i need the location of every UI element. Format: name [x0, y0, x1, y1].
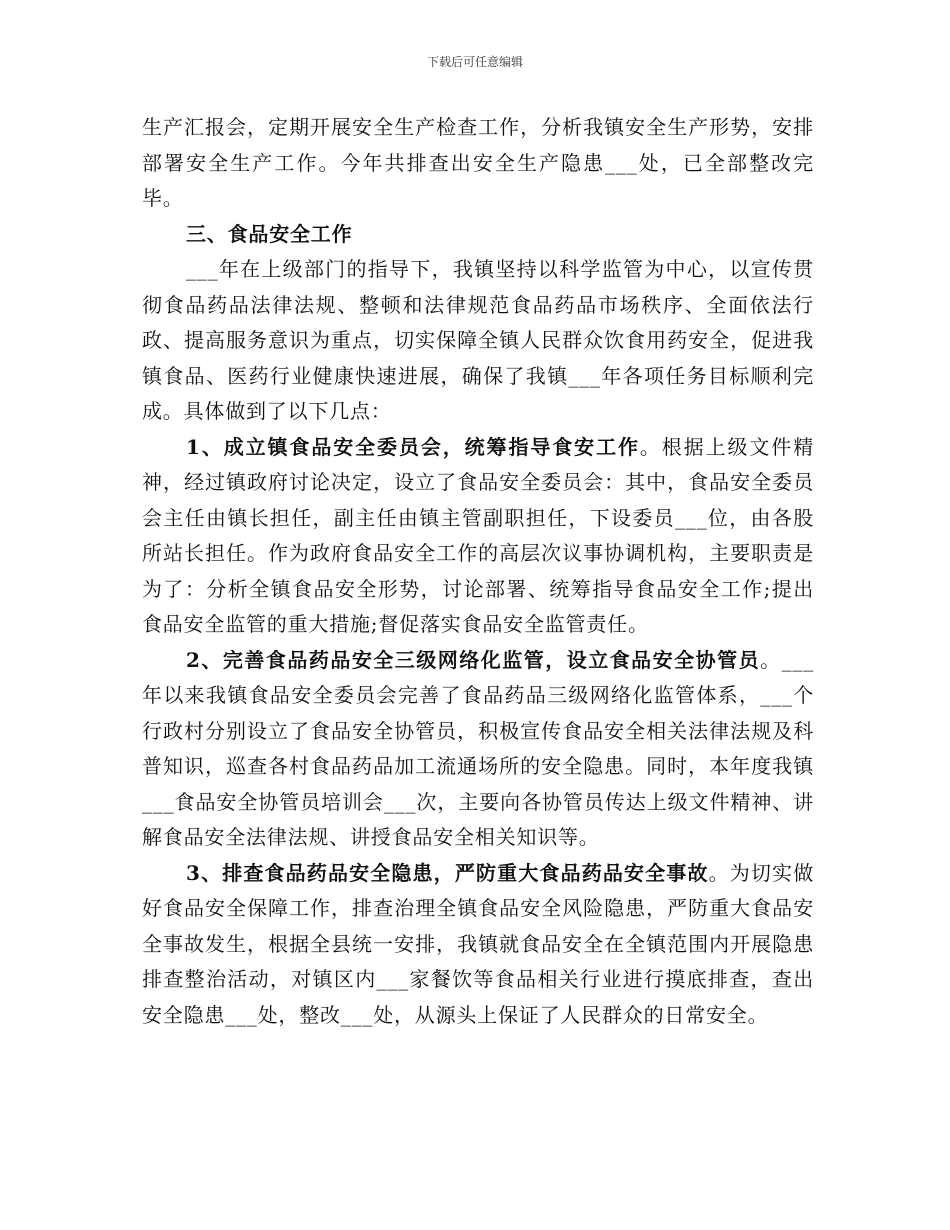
section-heading: 三、食品安全工作 — [186, 221, 353, 246]
item-3-title: 3、排查食品药品安全隐患，严防重大食品药品安全事故 — [186, 860, 709, 885]
document-body — [142, 110, 814, 1033]
item-1-title: 1、成立镇食品安全委员会，统筹指导食安工作 — [186, 434, 640, 459]
header-note: 下载后可任意编辑 — [426, 55, 523, 69]
paragraph-intro: 生产汇报会，定期开展安全生产检查工作，分析我镇安全生产形势，安排部署安全生产工作。今年共排查出安全生产隐患___处，已全部整改完毕。 — [142, 115, 814, 210]
list-item-1 — [142, 430, 814, 643]
list-item-3 — [142, 856, 814, 1034]
item-3-body: 。为切实做好食品安全保障工作，排查治理全镇食品安全风险隐患，严防重大食品安全事故发生，根据全县统一安排，我镇就食品安全在全镇范围内开展隐患排查整治活动，对镇区内___家餐饮等食品相关行业进行摸底排查，查出安全隐患___处，整改___处，从源头上保证了人民群众的日常安全。 — [142, 860, 814, 1027]
list-item-2 — [142, 643, 814, 856]
item-2-title: 2、完善食品药品安全三级网络化监管，设立食品安全协管员 — [186, 647, 761, 672]
item-2-body: 。___年以来我镇食品安全委员会完善了食品药品三级网络化监管体系，___个行政村分别设立了食品安全协管员，积极宣传食品安全相关法律法规及科普知识，巡查各村食品药品加工流通场所的安全隐患。同时，本年度我镇___食品安全协管员培训会___次，主要向各协管员传达上级文件精神、讲解食品安全法律法规、讲授食品安全相关知识等。 — [142, 647, 814, 849]
item-1-body: 。根据上级文件精神，经过镇政府讨论决定，设立了食品安全委员会：其中，食品安全委员会主任由镇长担任，副主任由镇主管副职担任，下设委员___位，由各股所站长担任。作为政府食品安全工作的高层次议事协调机构，主要职责是为了：分析全镇食品安全形势，讨论部署、统筹指导食品安全工作;提出食品安全监管的重大措施;督促落实食品安全监管责任。 — [142, 434, 814, 636]
paragraph-overview: ___年在上级部门的指导下，我镇坚持以科学监管为中心，以宣传贯彻食品药品法律法规、整顿和法律规范食品药品市场秩序、全面依法行政、提高服务意识为重点，切实保障全镇人民群众饮食用药安全，促进我镇食品、医药行业健康快速进展，确保了我镇___年各项任务目标顺利完成。具体做到了以下几点： — [142, 257, 814, 423]
